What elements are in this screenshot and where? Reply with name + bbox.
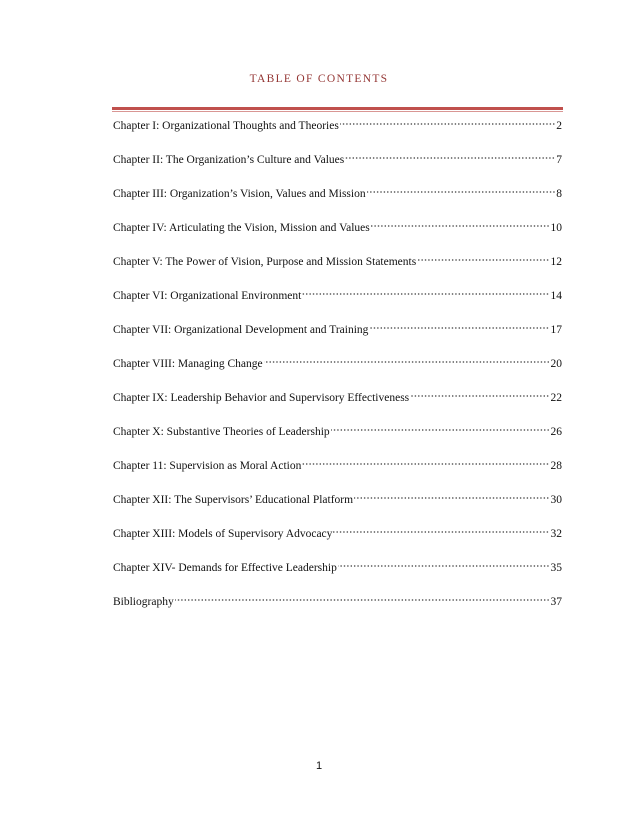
toc-entry-label: Chapter XII: The Supervisors’ Educational Platform <box>113 494 354 506</box>
toc-entry-label: Chapter III: Organization’s Vision, Values and Mission <box>113 188 366 200</box>
toc-entry-page: 37 <box>550 596 562 608</box>
toc-entry-label: Chapter X: Substantive Theories of Leadership <box>113 426 330 438</box>
toc-entry-label: Chapter VI: Organizational Environment <box>113 290 302 302</box>
toc-dot-leader <box>333 530 549 534</box>
toc-entry[interactable] <box>113 220 562 254</box>
page-number: 1 <box>315 760 323 772</box>
toc-entry-page: 12 <box>550 256 562 268</box>
toc-entry[interactable] <box>113 390 562 424</box>
toc-entry[interactable] <box>113 356 562 390</box>
toc-entry-page: 14 <box>550 290 562 302</box>
toc-entry[interactable] <box>113 560 562 594</box>
toc-entry[interactable] <box>113 526 562 560</box>
toc-entry-page: 22 <box>550 392 562 404</box>
toc-entry[interactable] <box>113 458 562 492</box>
toc-entry-page: 7 <box>556 154 562 166</box>
toc-dot-leader <box>340 122 555 126</box>
toc-entry[interactable] <box>113 186 562 220</box>
toc-entry[interactable] <box>113 288 562 322</box>
toc-entry-page: 10 <box>550 222 562 234</box>
toc-entry-page: 8 <box>556 188 562 200</box>
toc-list <box>113 118 562 628</box>
toc-entry[interactable] <box>113 254 562 288</box>
toc-dot-leader <box>175 598 550 602</box>
toc-dot-leader <box>302 292 549 296</box>
toc-entry[interactable] <box>113 424 562 458</box>
toc-entry-label: Chapter I: Organizational Thoughts and Theories <box>113 120 339 132</box>
toc-dot-leader <box>367 190 556 194</box>
toc-entry[interactable] <box>113 322 562 356</box>
toc-entry-page: 35 <box>550 562 562 574</box>
toc-dot-leader <box>369 326 549 330</box>
toc-entry[interactable] <box>113 118 562 152</box>
toc-dot-leader <box>345 156 555 160</box>
toc-entry-page: 2 <box>556 120 562 132</box>
toc-entry-label: Chapter II: The Organization’s Culture and Values <box>113 154 345 166</box>
toc-entry-label: Chapter VIII: Managing Change <box>113 358 263 370</box>
toc-entry-label: Chapter IV: Articulating the Vision, Mission and Values <box>113 222 370 234</box>
toc-entry-label: Chapter 11: Supervision as Moral Action <box>113 460 302 472</box>
toc-dot-leader <box>417 258 549 262</box>
toc-entry-page: 17 <box>550 324 562 336</box>
title-underline-thin <box>112 111 563 112</box>
toc-entry-page: 30 <box>550 494 562 506</box>
toc-dot-leader <box>354 496 549 500</box>
toc-dot-leader <box>331 428 550 432</box>
toc-dot-leader <box>338 564 550 568</box>
toc-entry[interactable] <box>113 152 562 186</box>
toc-dot-leader <box>410 394 549 398</box>
toc-entry[interactable] <box>113 492 562 526</box>
toc-entry-page: 20 <box>550 358 562 370</box>
toc-entry[interactable] <box>113 594 562 628</box>
page-title: TABLE OF CONTENTS <box>249 73 389 85</box>
toc-entry-page: 26 <box>550 426 562 438</box>
toc-entry-label: Chapter IX: Leadership Behavior and Supervisory Effectiveness <box>113 392 410 404</box>
toc-dot-leader <box>371 224 550 228</box>
toc-entry-page: 28 <box>550 460 562 472</box>
toc-entry-label: Chapter XIII: Models of Supervisory Advocacy <box>113 528 333 540</box>
toc-dot-leader <box>302 462 549 466</box>
toc-dot-leader <box>264 360 550 364</box>
toc-entry-label: Chapter V: The Power of Vision, Purpose and Mission Statements <box>113 256 417 268</box>
toc-entry-label: Chapter XIV- Demands for Effective Leadership <box>113 562 337 574</box>
toc-entry-label: Chapter VII: Organizational Development and Training <box>113 324 369 336</box>
toc-entry-label: Bibliography <box>113 596 174 608</box>
title-underline-thick <box>112 107 563 110</box>
toc-entry-page: 32 <box>550 528 562 540</box>
